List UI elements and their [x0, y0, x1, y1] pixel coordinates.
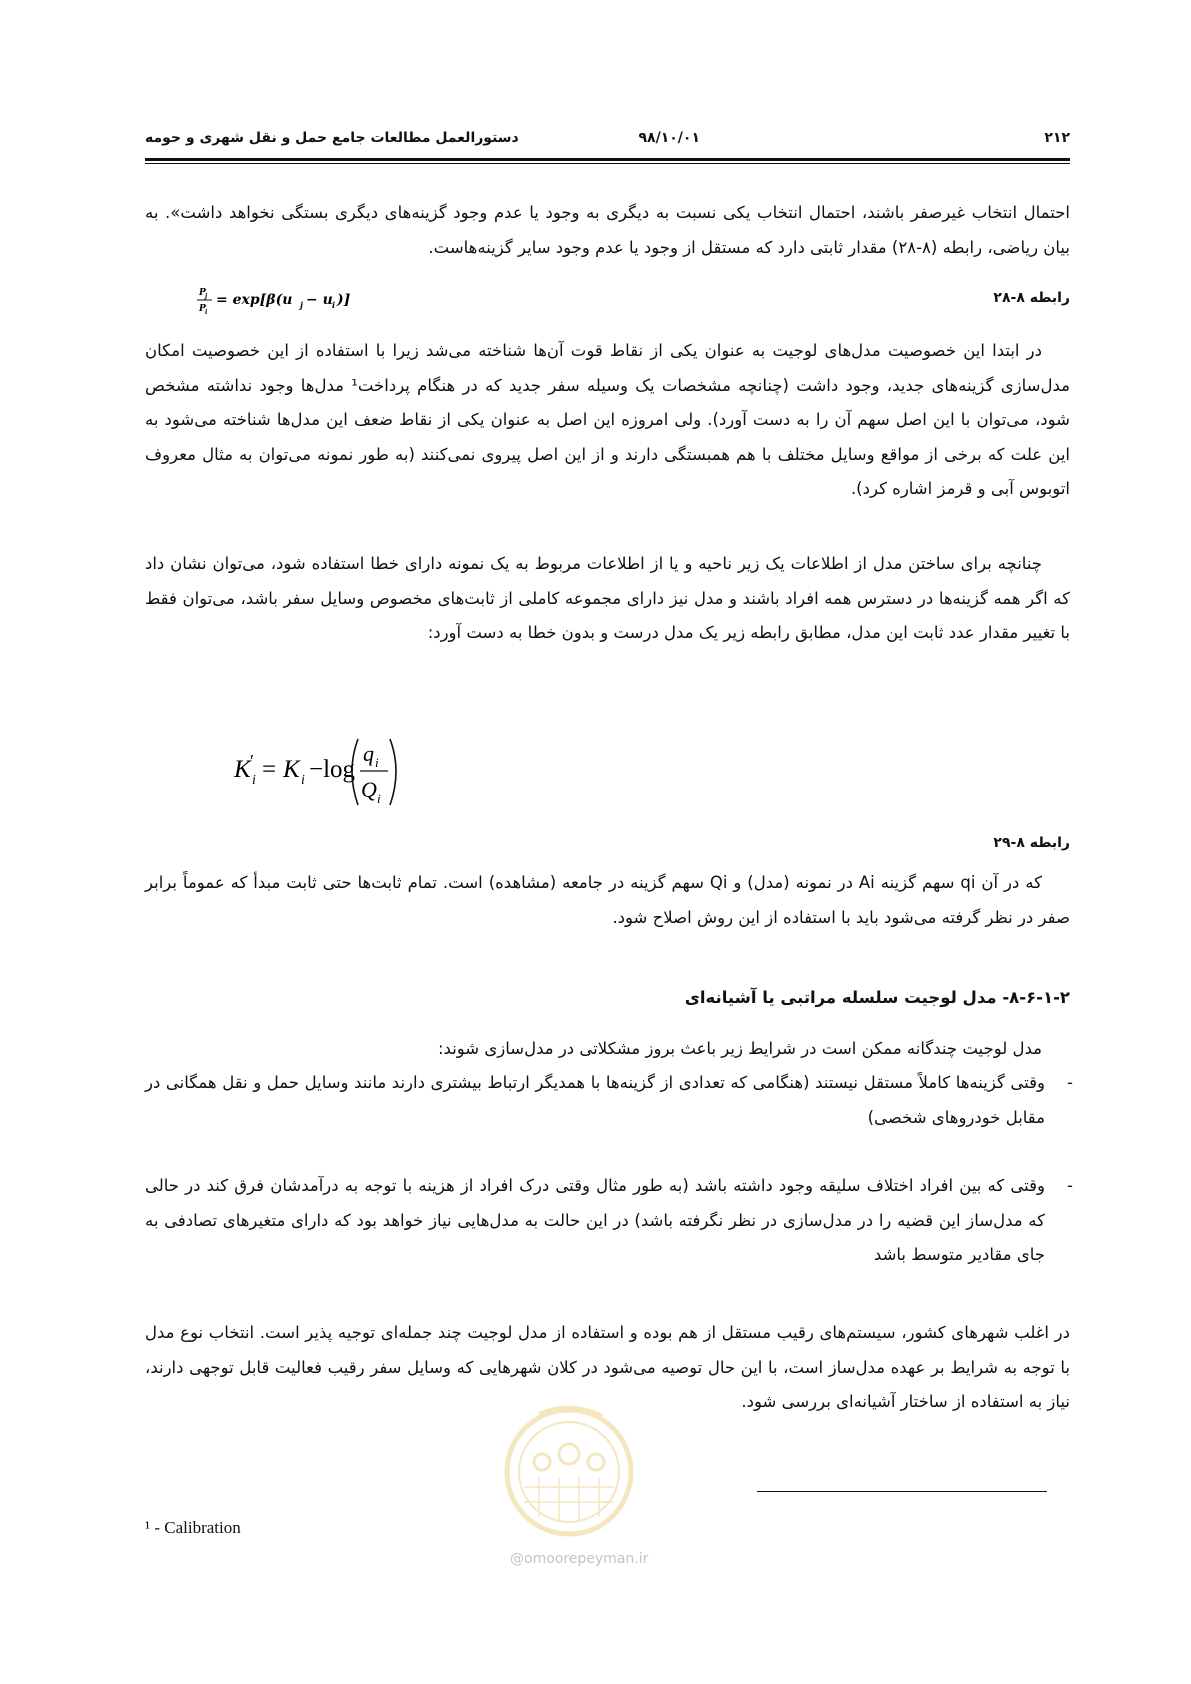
- header-rule: [145, 158, 1070, 161]
- page-header: [145, 130, 1070, 154]
- equation-label-28: رابطه ۸-۲۸: [993, 290, 1070, 306]
- header-date: ۹۸/۱۰/۰۱: [638, 130, 700, 146]
- svg-text:i: i: [375, 755, 379, 770]
- section-title: ۸-۶-۱-۲- مدل لوجیت سلسله مراتبی یا آشیانه‌ای: [684, 988, 1070, 1007]
- bullet-text-2: وقتی که بین افراد اختلاف سلیقه وجود داشته باشد (به طور مثال وقتی درک افراد از هزینه با توجه به درآمدشان فرق کند در حالی که مدل‌ساز این قضیه را در مدل‌سازی در نظر نگرفته باشد) در این حالت به مدل‌هایی نیاز خواهد بود که دارای متغیرهای تصادفی به جای مقادیر متوسط باشد: [145, 1176, 1045, 1264]
- svg-text:i: i: [301, 773, 305, 788]
- equation-28: [196, 282, 356, 320]
- watermark-logo: [484, 1392, 654, 1542]
- svg-text:−log: −log: [309, 756, 356, 783]
- svg-text:)]: )]: [337, 292, 351, 308]
- paragraph-6: در اغلب شهرهای کشور، سیستم‌های رقیب مستقل از هم بوده و استفاده از مدل لوجیت چند جمله‌ای توجیه پذیر است. انتخاب نوع مدل با توجه به شرایط بر عهده مدل‌ساز است، با این حال توصیه می‌شود در کلان شهرهایی که وسایل سفر رقیب فعالیت قابل توجهی دارند، نیاز به استفاده از ساختار آشیانه‌ای بررسی شود.: [145, 1323, 1070, 1411]
- svg-text:i: i: [252, 773, 256, 788]
- header-rule-thin: [145, 163, 1070, 164]
- footnote: ¹ - Calibration: [145, 1518, 241, 1537]
- bullet-dash: -: [1067, 1073, 1073, 1092]
- svg-text:P: P: [199, 288, 206, 298]
- svg-text:= exp[β(u: = exp[β(u: [216, 292, 293, 308]
- paragraph-1: احتمال انتخاب غیرصفر باشند، احتمال انتخاب یکی نسبت به دیگری به وجود یا عدم وجود گزینه‌های دیگری بستگی نخواهد داشت». به بیان ریاضی، رابطه (۸-۲۸) مقدار ثابتی دارد که مستقل از وجود یا عدم وجود سایر گزینه‌هاست.: [145, 203, 1070, 257]
- svg-text:P: P: [199, 304, 206, 314]
- svg-text:− u: − u: [306, 292, 333, 308]
- svg-text:Q: Q: [361, 777, 377, 802]
- svg-text:q: q: [363, 741, 374, 766]
- svg-text:i: i: [377, 791, 381, 806]
- svg-text:j: j: [300, 300, 303, 310]
- svg-text:K: K: [283, 756, 300, 783]
- paragraph-4: که در آن qi سهم گزینه Ai در نمونه (مدل) و Qi سهم گزینه در جامعه (مشاهده) است. تمام ثابت‌ها حتی ثابت مبدأ که عموماً برابر صفر در نظر گرفته می‌شود باید با استفاده از این روش اصلاح شود.: [145, 873, 1070, 927]
- svg-text:i: i: [332, 300, 336, 310]
- watermark-text: @omoorepeyman.ir: [510, 1551, 649, 1567]
- page-number: ۲۱۲: [1044, 130, 1070, 146]
- svg-text:=: =: [262, 756, 277, 783]
- paragraph-2: در ابتدا این خصوصیت مدل‌های لوجیت به عنوان یکی از نقاط قوت آن‌ها شناخته می‌شد زیرا با استفاده از این خصوصیت امکان مدل‌سازی گزینه‌های جدید، وجود داشت (چنانچه مشخصات یک وسیله سفر جدید که در هنگام پرداخت¹ مدل‌ها وجود نداشته مشخص شود، می‌توان با این اصل سهم آن را به دست آورد). ولی امروزه این اصل به عنوان یکی از نقاط ضعف این مدل‌ها شناخته می‌شود به این علت که برخی از مواقع وسایل مختلف با هم همبستگی دارند و از این اصل پیروی نمی‌کنند (به طور نمونه می‌توان به مثال معروف اتوبوس آبی و قرمز اشاره کرد).: [145, 341, 1070, 498]
- svg-text:i: i: [205, 309, 208, 316]
- equation-29: [230, 733, 410, 817]
- svg-text:j: j: [205, 293, 208, 300]
- footnote-rule: [757, 1491, 1047, 1492]
- bullet-item-1: [145, 1066, 1073, 1135]
- bullet-text-1: وقتی گزینه‌ها کاملاً مستقل نیستند (هنگامی که تعدادی از گزینه‌ها با همدیگر ارتباط بیشتری دارند مانند وسایل حمل و نقل همگانی در مقابل خودروهای شخصی): [145, 1073, 1045, 1127]
- svg-text:K: K: [234, 756, 251, 783]
- paragraph-5: مدل لوجیت چندگانه ممکن است در شرایط زیر باعث بروز مشکلاتی در مدل‌سازی شوند:: [437, 1039, 1042, 1058]
- bullet-item-2: [145, 1169, 1073, 1273]
- bullet-dash: -: [1067, 1176, 1073, 1195]
- svg-text:′: ′: [250, 751, 254, 771]
- paragraph-3: چنانچه برای ساختن مدل از اطلاعات یک زیر ناحیه و یا از اطلاعات مربوط به یک نمونه دارای خطا استفاده شود، می‌توان نشان داد که اگر همه گزینه‌ها در دسترس همه افراد باشند و مدل نیز دارای مجموعه کاملی از ثابت‌های مخصوص وسایل سفر باشد، می‌توان فقط با تغییر مقدار عدد ثابت این مدل، مطابق رابطه زیر یک مدل درست و بدون خطا به دست آورد:: [145, 554, 1070, 642]
- header-title: دستورالعمل مطالعات جامع حمل و نقل شهری و حومه: [145, 130, 519, 146]
- equation-label-29: رابطه ۸-۲۹: [993, 835, 1070, 851]
